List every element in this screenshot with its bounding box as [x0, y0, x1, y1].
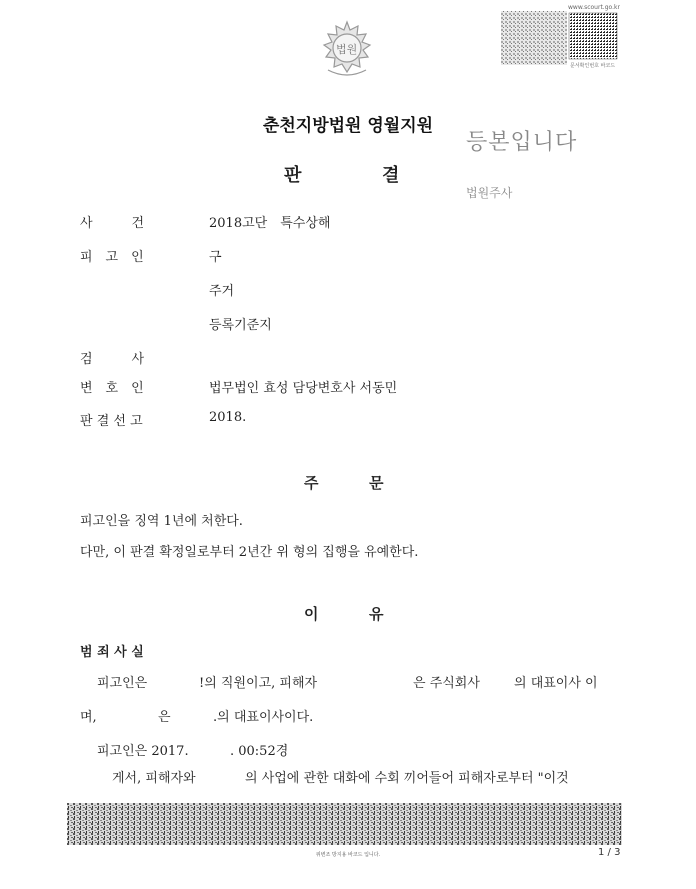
document-title-char-1: 판 [284, 165, 302, 186]
prosecutor-label: 검 사 [80, 352, 145, 367]
facts-text: !의 직원이고, 피해자 [199, 676, 318, 691]
certified-copy-stamp: 등본입니다 [466, 130, 578, 155]
case-label: 사 건 [80, 216, 145, 231]
stamp-clerk-title: 법원주사 [466, 186, 513, 200]
order-heading-char-2: 문 [369, 474, 384, 492]
facts-text: 의 사업에 관한 대화에 수회 끼어들어 피해자로부터 "이것 [245, 771, 569, 786]
court-emblem [312, 18, 382, 80]
sentencing-date-label: 판 결 선 고 [80, 414, 143, 429]
verification-barcode [501, 5, 619, 69]
page-number: 1 / 3 [598, 847, 621, 858]
facts-text: .의 대표이사이다. [213, 710, 314, 725]
counsel-value: 법무법인 효성 담당변호사 서동민 [209, 381, 398, 396]
defendant-label: 피 고 인 [80, 250, 144, 265]
order-heading-char-1: 주 [304, 474, 319, 492]
emblem-text: 법원 [336, 43, 358, 56]
defendant-registration: 등록기준지 [209, 318, 272, 333]
facts-subheading: 범 죄 사 실 [80, 645, 144, 660]
sentencing-date-value: 2018. [209, 410, 247, 425]
qr-caption: 문서확인번호 바코드 [570, 63, 616, 69]
facts-text: 게서, 피해자와 [112, 771, 196, 786]
defendant-residence: 주거 [209, 284, 235, 299]
reason-heading-char-1: 이 [304, 605, 319, 623]
order-line: 다만, 이 판결 확정일로부터 2년간 위 형의 집행을 유예한다. [80, 545, 419, 560]
facts-text: 며, [80, 710, 97, 725]
footer-note: 위변조 방지용 바코드 입니다. [315, 852, 381, 858]
qr-url: www.scourt.go.kr [568, 4, 620, 11]
defendant-name: 구 [209, 250, 222, 265]
document-title-char-2: 결 [382, 165, 400, 186]
facts-text: 은 [158, 710, 171, 725]
reason-heading-char-2: 유 [369, 605, 384, 623]
case-value: 2018고단 특수상해 [209, 216, 331, 231]
facts-text: . 00:52경 [230, 744, 289, 759]
court-name: 춘천지방법원 영월지원 [262, 116, 434, 136]
counsel-label: 변 호 인 [80, 381, 144, 396]
order-line: 피고인을 징역 1년에 처한다. [80, 514, 243, 529]
anti-forgery-barcode [67, 803, 622, 845]
facts-text: 의 대표이사 이 [514, 676, 598, 691]
facts-text: 피고인은 [97, 676, 148, 691]
facts-text: 은 주식회사 [413, 676, 480, 691]
facts-text: 피고인은 2017. [97, 744, 189, 759]
